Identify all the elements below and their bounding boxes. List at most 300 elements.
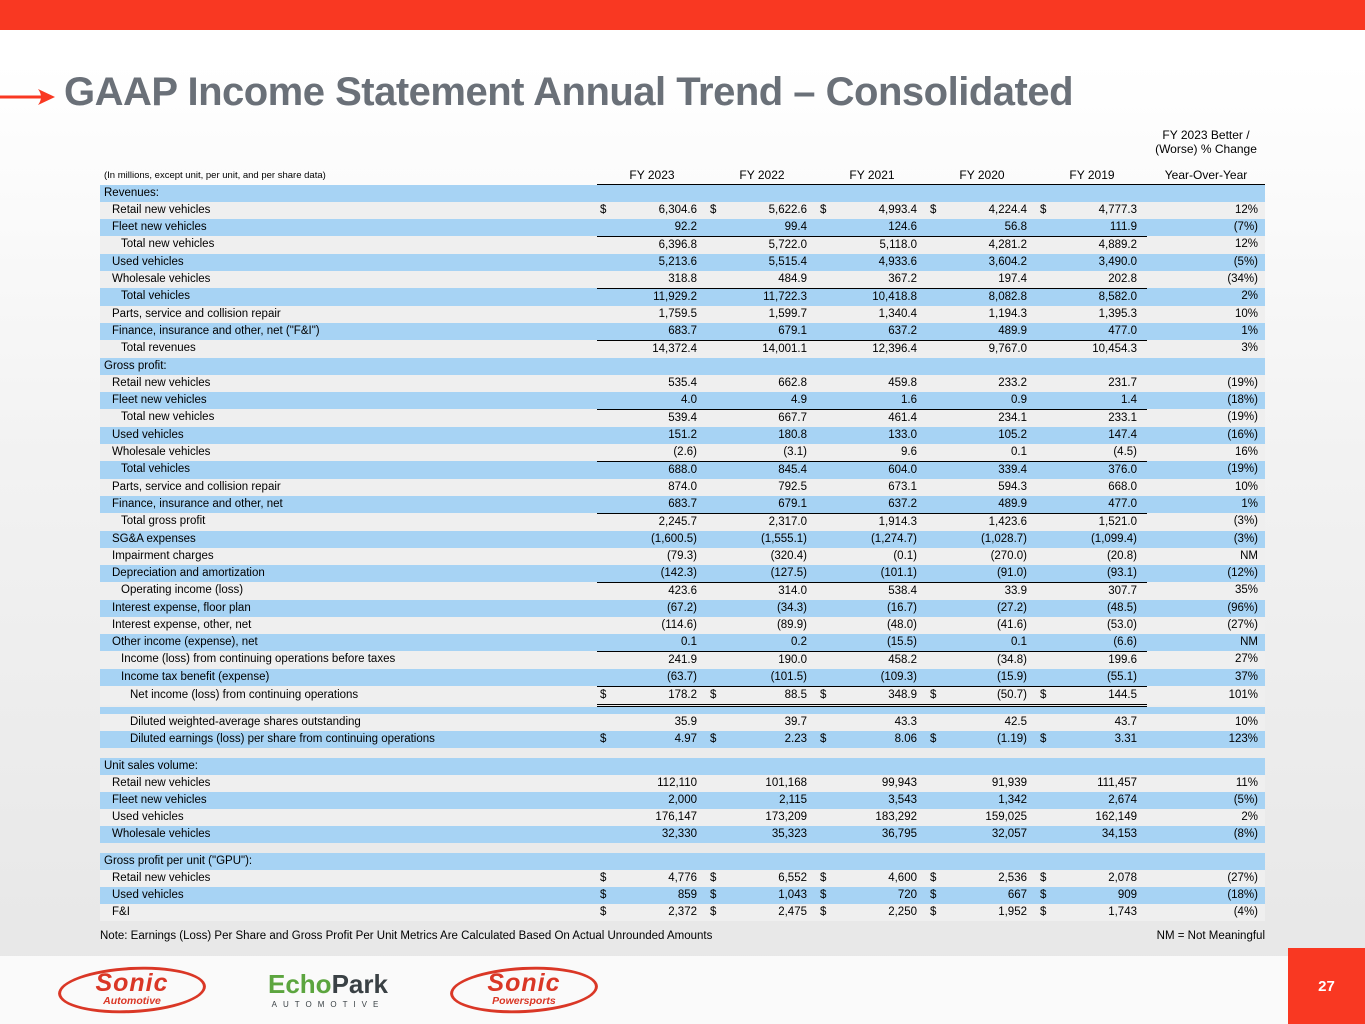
currency-symbol [597,651,623,669]
cell-value: (20.8) [1063,548,1147,565]
cell-value: 8.06 [843,731,927,748]
currency-symbol: $ [817,904,843,921]
currency-symbol [707,513,733,531]
cell-value: 307.7 [1063,582,1147,600]
currency-symbol [927,513,953,531]
empty-cell [100,705,1265,714]
top-accent-bar [0,0,1365,30]
currency-symbol [817,271,843,289]
currency-symbol [927,288,953,306]
cell-value: 42.5 [953,714,1037,731]
row-label: Parts, service and collision repair [100,479,597,496]
cell-value: 0.2 [733,634,817,652]
currency-symbol [1037,254,1063,271]
currency-symbol [707,444,733,462]
cell-value: 202.8 [1063,271,1147,289]
cell-value: 679.1 [733,323,817,341]
row-label: Parts, service and collision repair [100,306,597,323]
table-row [100,236,1265,254]
currency-symbol [597,254,623,271]
cell-value: 124.6 [843,219,927,237]
row-label: Retail new vehicles [100,202,597,219]
year-header-fy2022: FY 2022 [707,158,817,184]
pct-value: (27%) [1147,870,1265,887]
currency-symbol [1037,479,1063,496]
cell-value: (109.3) [843,669,927,687]
currency-symbol [1037,651,1063,669]
sonic-powersports-logo [450,967,598,1013]
table-row [100,582,1265,600]
currency-symbol [707,219,733,237]
cell-value: 12,396.4 [843,340,927,358]
currency-symbol [597,669,623,687]
currency-symbol: $ [1037,731,1063,748]
currency-symbol: $ [707,731,733,748]
currency-symbol: $ [1037,904,1063,921]
currency-symbol [1037,714,1063,731]
currency-symbol [927,565,953,583]
table-row [100,479,1265,496]
pct-value: 1% [1147,496,1265,514]
currency-symbol [597,582,623,600]
table-row [100,461,1265,479]
cell-value: 679.1 [733,496,817,514]
cell-value: 43.3 [843,714,927,731]
pct-value: (19%) [1147,375,1265,392]
pct-value: 2% [1147,288,1265,306]
cell-value: (114.6) [623,617,707,634]
footnote-text: Note: Earnings (Loss) Per Share and Gross Profit Per Unit Metrics Are Calculated Based On Actual Unrounded Amounts [100,930,713,942]
cell-value: 4,777.3 [1063,202,1147,219]
echopark-word-park: Park [331,969,388,999]
cell-value: 32,330 [623,826,707,843]
currency-symbol: $ [597,904,623,921]
cell-value: 4,889.2 [1063,236,1147,254]
currency-symbol [707,461,733,479]
table-row [100,686,1265,705]
currency-symbol [707,306,733,323]
cell-value: 147.4 [1063,427,1147,444]
cell-value: 874.0 [623,479,707,496]
sonic-automotive-subtext: Automotive [103,995,161,1007]
currency-symbol [1037,792,1063,809]
cell-value: (79.3) [623,548,707,565]
currency-symbol [707,809,733,826]
cell-value: 231.7 [1063,375,1147,392]
cell-value: 1,952 [953,904,1037,921]
cell-value: 683.7 [623,496,707,514]
cell-value: (67.2) [623,600,707,617]
currency-symbol [597,792,623,809]
cell-value: (34.8) [953,651,1037,669]
currency-symbol [927,340,953,358]
currency-symbol [1037,375,1063,392]
currency-symbol [597,548,623,565]
table-row [100,202,1265,219]
pct-value: 10% [1147,479,1265,496]
cell-value: 314.0 [733,582,817,600]
currency-symbol [817,651,843,669]
cell-value: 2,250 [843,904,927,921]
cell-value: 32,057 [953,826,1037,843]
table-row [100,409,1265,427]
row-label: Fleet new vehicles [100,219,597,237]
cell-value: 4,993.4 [843,202,927,219]
cell-value: 477.0 [1063,496,1147,514]
cell-value: 8,582.0 [1063,288,1147,306]
currency-symbol [707,775,733,792]
currency-symbol [597,714,623,731]
currency-symbol [817,219,843,237]
table-row [100,731,1265,748]
cell-value: (320.4) [733,548,817,565]
cell-value: 159,025 [953,809,1037,826]
table-row [100,340,1265,358]
cell-value: 1,342 [953,792,1037,809]
pct-value: (27%) [1147,617,1265,634]
currency-symbol [597,565,623,583]
currency-symbol [927,375,953,392]
spacer-row [100,705,1265,714]
cell-value: 489.9 [953,323,1037,341]
row-label: Total new vehicles [100,236,597,254]
currency-symbol [597,809,623,826]
row-label: Interest expense, floor plan [100,600,597,617]
currency-symbol [927,600,953,617]
currency-symbol: $ [1037,887,1063,904]
currency-symbol [597,617,623,634]
table-row [100,496,1265,514]
row-label: Finance, insurance and other, net [100,496,597,514]
currency-symbol [927,323,953,341]
cell-value: (41.6) [953,617,1037,634]
table-row [100,887,1265,904]
cell-value: (89.9) [733,617,817,634]
section-label: Gross profit per unit ("GPU"): [100,853,1265,870]
currency-symbol: $ [817,686,843,705]
row-label: Wholesale vehicles [100,826,597,843]
row-label: SG&A expenses [100,531,597,548]
table-body [100,184,1265,921]
currency-symbol [707,427,733,444]
cell-value: 339.4 [953,461,1037,479]
cell-value: 909 [1063,887,1147,904]
pct-value: NM [1147,634,1265,652]
currency-symbol [707,565,733,583]
currency-symbol [597,496,623,514]
currency-symbol: $ [817,870,843,887]
currency-symbol [1037,775,1063,792]
cell-value: 0.1 [953,634,1037,652]
currency-symbol [597,409,623,427]
cell-value: 1,194.3 [953,306,1037,323]
cell-value: (2.6) [623,444,707,462]
pct-value: (16%) [1147,427,1265,444]
currency-symbol [817,565,843,583]
currency-symbol [597,340,623,358]
cell-value: 1,521.0 [1063,513,1147,531]
currency-symbol [1037,323,1063,341]
currency-symbol [817,496,843,514]
row-label: Total new vehicles [100,409,597,427]
currency-symbol [597,531,623,548]
cell-value: 91,939 [953,775,1037,792]
table-row [100,254,1265,271]
cell-value: 2,536 [953,870,1037,887]
currency-symbol [1037,288,1063,306]
cell-value: 183,292 [843,809,927,826]
cell-value: 637.2 [843,323,927,341]
section-label: Gross profit: [100,358,1265,375]
currency-symbol [597,444,623,462]
table-row [100,714,1265,731]
cell-value: 4.9 [733,392,817,410]
cell-value: (93.1) [1063,565,1147,583]
pct-value: (18%) [1147,887,1265,904]
currency-symbol [597,461,623,479]
gap-row [100,748,1265,758]
currency-symbol [707,617,733,634]
cell-value: (142.3) [623,565,707,583]
currency-symbol [707,271,733,289]
cell-value: 35,323 [733,826,817,843]
sonic-powersports-subtext: Powersports [492,995,556,1007]
cell-value: 2.23 [733,731,817,748]
currency-symbol [707,792,733,809]
cell-value: (48.0) [843,617,927,634]
empty-cell [100,843,1265,853]
cell-value: 459.8 [843,375,927,392]
cell-value: 180.8 [733,427,817,444]
currency-symbol [817,427,843,444]
pct-value: 10% [1147,306,1265,323]
currency-symbol [597,271,623,289]
cell-value: 199.6 [1063,651,1147,669]
currency-symbol: $ [597,686,623,705]
cell-value: (16.7) [843,600,927,617]
pct-value: 3% [1147,340,1265,358]
table-row [100,809,1265,826]
row-label: Retail new vehicles [100,775,597,792]
page-number-badge [1288,948,1365,1024]
currency-symbol [817,634,843,652]
cell-value: 3,604.2 [953,254,1037,271]
row-label: Diluted weighted-average shares outstanding [100,714,597,731]
cell-value: 39.7 [733,714,817,731]
currency-symbol [927,617,953,634]
cell-value: 176,147 [623,809,707,826]
cell-value: 105.2 [953,427,1037,444]
table-row [100,444,1265,462]
cell-value: (101.5) [733,669,817,687]
pct-value: (5%) [1147,254,1265,271]
currency-symbol [927,634,953,652]
currency-symbol [817,340,843,358]
cell-value: (34.3) [733,600,817,617]
currency-symbol [1037,409,1063,427]
cell-value: 859 [623,887,707,904]
row-label: Net income (loss) from continuing operations [100,686,597,705]
currency-symbol: $ [817,202,843,219]
currency-symbol [1037,427,1063,444]
table-row [100,427,1265,444]
cell-value: 4,224.4 [953,202,1037,219]
table-row [100,513,1265,531]
cell-value: 461.4 [843,409,927,427]
cell-value: 539.4 [623,409,707,427]
cell-value: (48.5) [1063,600,1147,617]
cell-value: 112,110 [623,775,707,792]
row-label: Depreciation and amortization [100,565,597,583]
currency-symbol [1037,826,1063,843]
cell-value: (0.1) [843,548,927,565]
table-row [100,306,1265,323]
cell-value: 1.6 [843,392,927,410]
currency-symbol [927,531,953,548]
currency-symbol [707,714,733,731]
pct-value: (3%) [1147,531,1265,548]
cell-value: (3.1) [733,444,817,462]
cell-value: 92.2 [623,219,707,237]
cell-value: (1,099.4) [1063,531,1147,548]
pct-value: (19%) [1147,409,1265,427]
cell-value: 668.0 [1063,479,1147,496]
cell-value: 197.4 [953,271,1037,289]
cell-value: 88.5 [733,686,817,705]
cell-value: 667 [953,887,1037,904]
currency-symbol [597,775,623,792]
cell-value: 111,457 [1063,775,1147,792]
gap-row [100,843,1265,853]
currency-symbol: $ [927,731,953,748]
currency-symbol: $ [927,686,953,705]
currency-symbol [817,548,843,565]
cell-value: (4.5) [1063,444,1147,462]
table-row [100,271,1265,289]
cell-value: 348.9 [843,686,927,705]
row-label: Impairment charges [100,548,597,565]
cell-value: 484.9 [733,271,817,289]
currency-symbol [817,617,843,634]
currency-symbol: $ [597,870,623,887]
income-statement-table [100,128,1265,921]
currency-symbol [927,306,953,323]
currency-symbol [597,375,623,392]
cell-value: 673.1 [843,479,927,496]
table-row [100,219,1265,237]
currency-symbol [927,254,953,271]
cell-value: 720 [843,887,927,904]
cell-value: 5,722.0 [733,236,817,254]
cell-value: 56.8 [953,219,1037,237]
cell-value: (270.0) [953,548,1037,565]
sonic-automotive-logo [58,967,206,1013]
table-row [100,792,1265,809]
cell-value: 10,418.8 [843,288,927,306]
currency-symbol [597,826,623,843]
currency-symbol [817,714,843,731]
currency-symbol [707,479,733,496]
row-label: Finance, insurance and other, net ("F&I") [100,323,597,341]
cell-value: 10,454.3 [1063,340,1147,358]
currency-symbol [707,531,733,548]
section-header-row [100,184,1265,202]
currency-symbol [927,775,953,792]
currency-symbol [927,271,953,289]
row-label: Used vehicles [100,887,597,904]
pct-value: 27% [1147,651,1265,669]
cell-value: 4,600 [843,870,927,887]
currency-symbol [817,236,843,254]
row-label: Retail new vehicles [100,375,597,392]
empty-cell [100,748,1265,758]
pct-value: 12% [1147,202,1265,219]
currency-symbol: $ [597,731,623,748]
currency-symbol [817,582,843,600]
change-header-line2: (Worse) % Change [1155,142,1257,156]
currency-symbol [707,669,733,687]
currency-symbol [597,288,623,306]
table-row [100,375,1265,392]
table-row [100,600,1265,617]
currency-symbol [1037,496,1063,514]
currency-symbol [817,826,843,843]
echopark-subtext: AUTOMOTIVE [271,1000,385,1009]
table-row [100,617,1265,634]
cell-value: (1,600.5) [623,531,707,548]
cell-value: 190.0 [733,651,817,669]
nm-legend: NM = Not Meaningful [1156,930,1265,942]
currency-symbol [707,323,733,341]
cell-value: 1,395.3 [1063,306,1147,323]
year-header-fy2020: FY 2020 [927,158,1037,184]
currency-symbol [927,461,953,479]
row-label: Used vehicles [100,427,597,444]
cell-value: 5,622.6 [733,202,817,219]
currency-symbol [927,582,953,600]
currency-symbol [817,323,843,341]
year-header-fy2023: FY 2023 [597,158,707,184]
cell-value: (6.6) [1063,634,1147,652]
row-label: Fleet new vehicles [100,792,597,809]
cell-value: (1,555.1) [733,531,817,548]
cell-value: 2,674 [1063,792,1147,809]
currency-symbol [817,254,843,271]
cell-value: 683.7 [623,323,707,341]
pct-value: (8%) [1147,826,1265,843]
currency-symbol: $ [1037,870,1063,887]
cell-value: 2,317.0 [733,513,817,531]
cell-value: 688.0 [623,461,707,479]
currency-symbol [707,651,733,669]
cell-value: 318.8 [623,271,707,289]
pct-value: 11% [1147,775,1265,792]
currency-symbol [1037,340,1063,358]
cell-value: 99.4 [733,219,817,237]
currency-symbol: $ [927,887,953,904]
table-row [100,531,1265,548]
pct-value: 16% [1147,444,1265,462]
currency-symbol: $ [707,686,733,705]
cell-value: 6,396.8 [623,236,707,254]
currency-symbol [927,427,953,444]
row-label: Wholesale vehicles [100,271,597,289]
cell-value: 0.9 [953,392,1037,410]
currency-symbol [707,496,733,514]
cell-value: 34,153 [1063,826,1147,843]
currency-symbol [1037,444,1063,462]
currency-symbol [927,809,953,826]
